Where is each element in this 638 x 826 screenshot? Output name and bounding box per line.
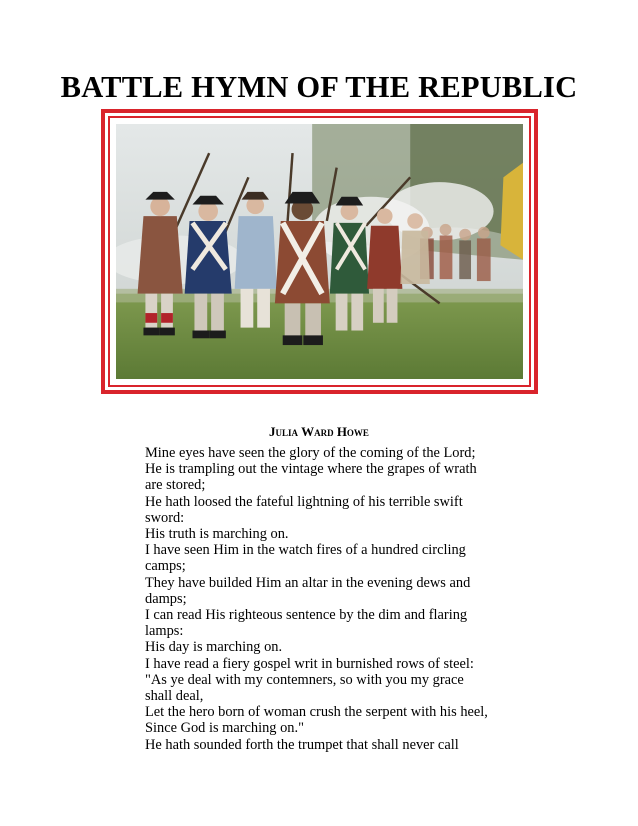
poem-line: His day is marching on. — [145, 639, 283, 656]
poem-line: His truth is marching on. — [145, 526, 289, 543]
poem-line: I have read a fiery gospel writ in burnished rows of steel: — [145, 655, 474, 672]
author-name: Julia Ward Howe — [269, 424, 369, 439]
poem-line: I can read His righteous sentence by the dim and flaring — [145, 607, 468, 624]
poem-line: He hath sounded forth the trumpet that shall never call — [145, 736, 459, 753]
poem-body — [145, 445, 515, 753]
reenactment-photo — [116, 124, 523, 379]
poem-line: He hath loosed the fateful lightning of his terrible swift — [145, 493, 463, 510]
poem-line: are stored; — [145, 477, 206, 494]
poem-line: damps; — [145, 590, 187, 607]
poem-line: They have builded Him an altar in the evening dews and — [145, 574, 471, 591]
poem-line: I have seen Him in the watch fires of a hundred circling — [145, 542, 466, 559]
image-frame — [101, 109, 538, 394]
poem-line: Since God is marching on." — [145, 720, 304, 737]
poem-line: Mine eyes have seen the glory of the coming of the Lord; — [145, 445, 476, 461]
poem-line: lamps: — [145, 623, 184, 640]
poem-line: camps; — [145, 558, 186, 575]
photo-illustration — [116, 124, 523, 379]
poem-line: He is trampling out the vintage where the grapes of wrath — [145, 461, 477, 478]
poem-line: "As ye deal with my contemners, so with you my grace — [145, 671, 464, 688]
poem-line: shall deal, — [145, 688, 204, 705]
poem-line: Let the hero born of woman crush the serpent with his heel, — [145, 704, 488, 721]
document-title: BATTLE HYMN OF THE REPUBLIC — [60, 70, 578, 104]
poem-line: sword: — [145, 509, 185, 526]
